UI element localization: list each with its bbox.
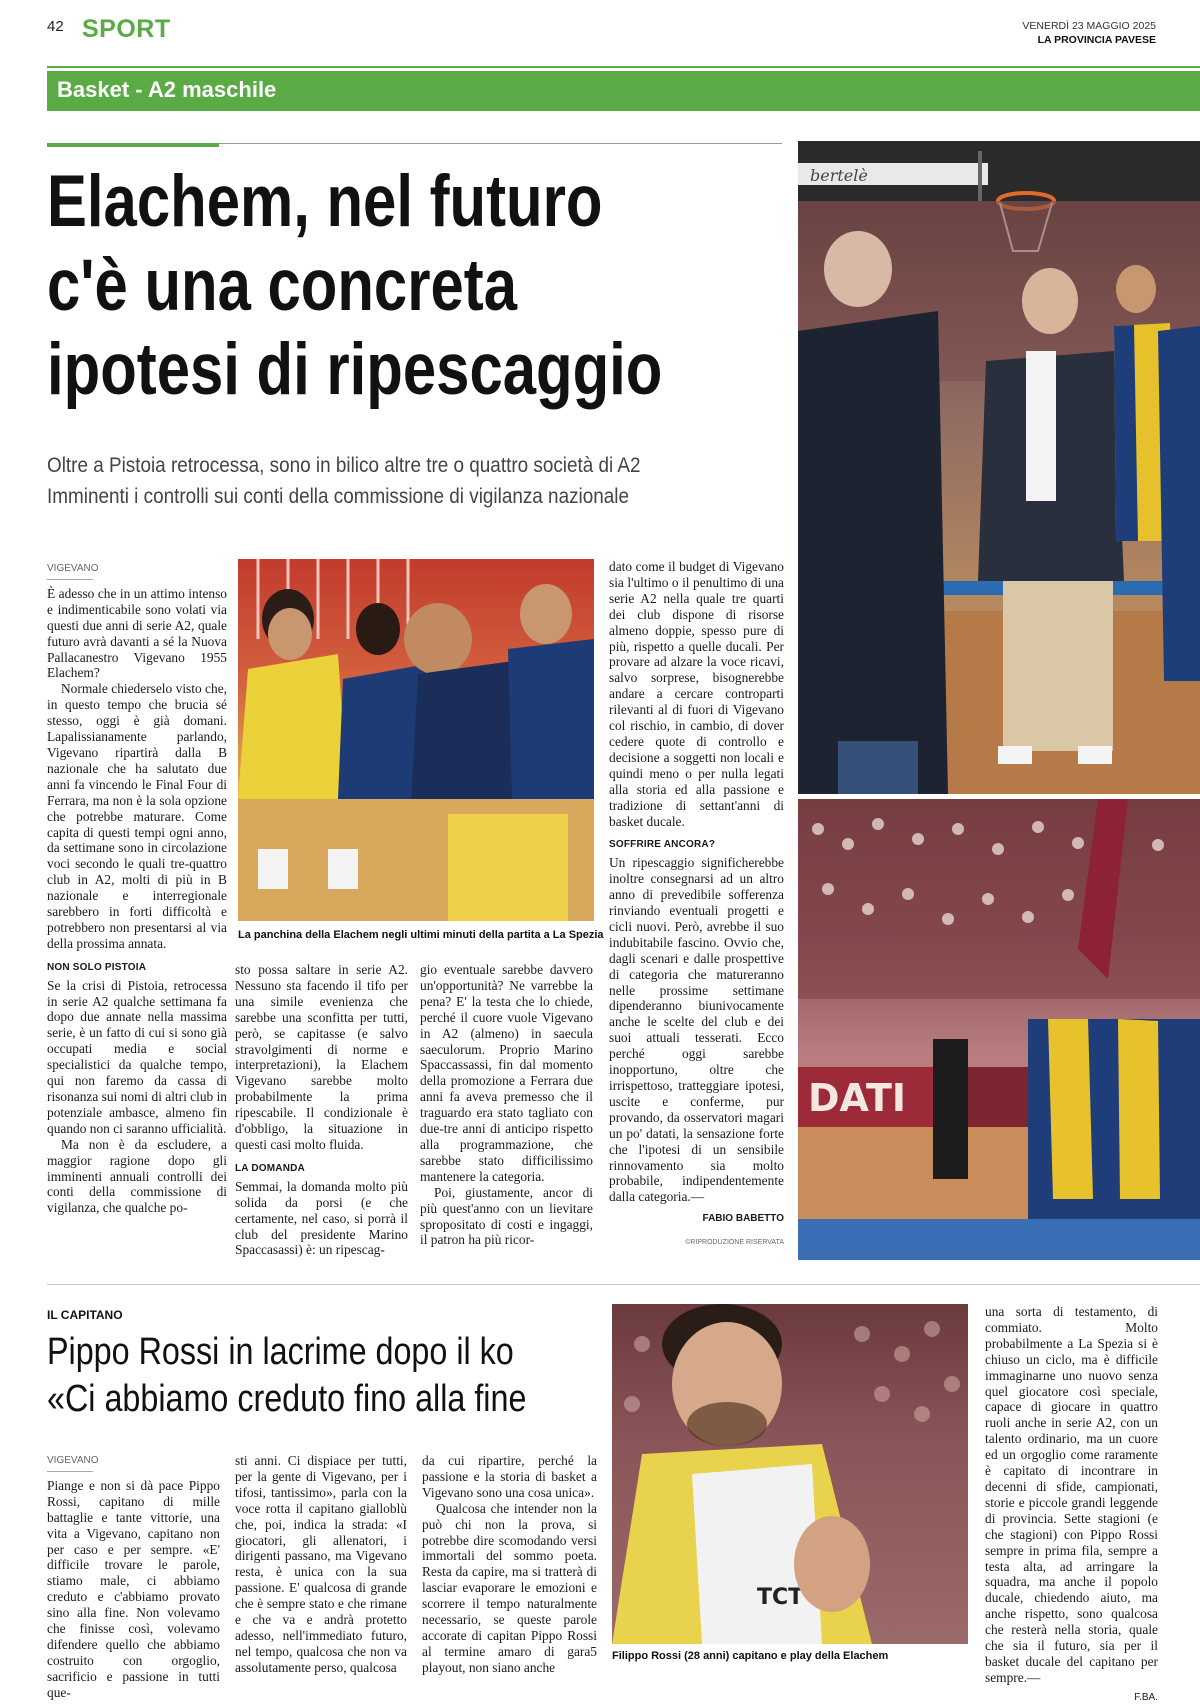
paragraph: Se la crisi di Pistoia, retrocessa in serie A2 qualche settimana fa dopo due annate nella massima serie, è un fatto di cui si sono già occupati media e social specialistici da qualche tempo, qui non faremo da cassa di risonanza sui nomi di altri club in potenziale ambasce, almeno fin quando non ci saranno ufficialità. — [47, 977, 227, 1136]
second-article-column-4 — [985, 1304, 1158, 1706]
subheadline — [47, 450, 713, 512]
paragraph: Normale chiederselo visto che, in questo tempo che brucia sé stesso, oggi è già domani. Lapalissianamente parlando, Vigevano ripartirà dalla B nazionale che ha salutato due anni fa vincendo le Final Four di Ferrara, ma non è la sola opzione che potrebbe maturare. Come capita di questi tempi ogni anno, da settimane sono in circolazione voci secondo le quali tre-quattro club in A2, molti di più in B nazionale e interregionale sarebbero in forti difficoltà e potrebbero non presentarsi al via della prossima annata. — [47, 681, 227, 951]
main-article-column-3 — [420, 962, 593, 1248]
rossi-photo — [612, 1304, 968, 1644]
svg-text:TCT: TCT — [757, 1585, 804, 1610]
paragraph: una sorta di testamento, di commiato. Molto probabilmente a La Spezia si è chiuso un ciclo, ma è difficile immaginarne uno nuovo senza quel giocatore così speciale, capace di giocare in quattro ruoli anche in serie A2, con un talento ordinario, ma un cuore ed un orgoglio come raramente è capitato di incontrare in decenni di sfide, campionati, storie e piccole grandi leggende di provincia. Sette stagioni (e che stagioni) con Pippo Rossi sempre in prima fila, sempre a testa alta, ad arringare la squadra, ma anche il popolo ducale, chiedendo aiuto, ma anche rispetto, sono qualcosa che resterà nella storia, quale che sia il futuro, sia per il basket ducale del capitano per sempre.— — [985, 1304, 1158, 1685]
article-divider — [47, 1284, 1200, 1285]
main-article-column-2 — [235, 962, 408, 1258]
svg-text:DATI: DATI — [808, 1076, 907, 1120]
main-article-column-4 — [609, 559, 784, 1251]
paragraph: gio eventuale sarebbe davvero un'opportunità? Ne varrebbe la pena? E' la testa che lo chiede, perché il cuore vuole Vigevano in A2 (almeno) in saecula saeculorum. Proprio Marino Spaccassassi, fin dal momento della promozione a Ferrara due anni fa aveva premesso che il traguardo era stato tagliato con due-tre anni di anticipo rispetto alla programmazione, che sarebbe stato difficilissimo mantenere la categoria. — [420, 962, 593, 1184]
headline-accent — [47, 143, 219, 147]
paragraph: Piange e non si dà pace Pippo Rossi, capitano di mille battaglie e tante vittorie, una vita a Vigevano, capitano non per caso e per sempre. «E' difficile trovare le parole, stiamo male, ci abbiamo creduto e c'abbiamo provato sino alla fine. Non volevamo che finisse così, volevamo difendere quello che abbiamo costruito con orgoglio, sacrificio e passione in tutti que- — [47, 1477, 220, 1700]
section-label: SPORT — [82, 15, 171, 43]
paragraph: sti anni. Ci dispiace per tutti, per la gente di Vigevano, per i tifosi, tantissimo», parla con la voce rotta il capitano gialloblù che, poi, indica la strada: «I giocatori, gli allenatori, i dirigenti passano, ma Vigevano resta, è unica con la sua passione. E' qualcosa di grande che è sempre stato e che rimane e che va e andrà protetto adesso, nell'immediato futuro, nel tempo, qualcosa che non va assolutamente perso, qualcosa — [235, 1453, 407, 1675]
issue-date: VENERDÌ 23 MAGGIO 2025 — [1022, 20, 1156, 32]
subhead: LA DOMANDA — [235, 1162, 305, 1174]
paragraph: Ma non è da escludere, a maggior ragione dopo gli imminenti annuali controlli dei conti della commissione di vigilanza, che qualche po- — [47, 1136, 227, 1216]
svg-text:bertelè: bertelè — [810, 166, 868, 185]
category-label: Basket - A2 maschile — [57, 77, 277, 102]
rossi-photo-art — [612, 1304, 968, 1644]
crowd-photo-art — [798, 799, 1200, 1260]
coaches-photo — [798, 141, 1200, 794]
subhead: SOFFRIRE ANCORA? — [609, 839, 716, 851]
dateline: VIGEVANO — [47, 561, 93, 580]
second-article-column-2 — [235, 1453, 407, 1676]
page-number: 42 — [47, 18, 64, 35]
headline-line: Pippo Rossi in lacrime dopo il ko — [47, 1331, 514, 1373]
bench-photo-caption: La panchina della Elachem negli ultimi minuti della partita a La Spezia — [238, 929, 604, 941]
paragraph: sto possa saltare in serie A2. Nessuno sta facendo il tifo per una simile evenienza che sarebbe una sconfitta per tutti, però, se capitasse (e salvo stravolgimenti di norme e interpretazioni), la Elachem Vigevano sarebbe molto probabilmente la prima ripescabile. Il condizionale è d'obbligo, la situazione in questi casi molto fluida. — [235, 962, 408, 1152]
paragraph: Semmai, la domanda molto più solida da porsi (e che certamente, nel caso, si porrà il club del presidente Marino Spaccasassi) è: un ripescag- — [235, 1178, 408, 1258]
author: F.BA. — [1134, 1691, 1158, 1703]
header-rule — [47, 66, 1200, 68]
headline-rule — [219, 143, 782, 144]
subheadline-line: Oltre a Pistoia retrocessa, sono in bilico altre tre o quattro società di A2 — [47, 454, 641, 477]
paragraph: da cui ripartire, perché la passione e la storia di basket a Vigevano sono una cosa unica». — [422, 1453, 597, 1500]
author: FABIO BABETTO — [702, 1213, 784, 1225]
subheadline-line: Imminenti i controlli sui conti della commissione di vigilanza nazionale — [47, 485, 629, 508]
newspaper-name: LA PROVINCIA PAVESE — [1037, 34, 1156, 46]
headline-line: «Ci abbiamo creduto fino alla fine — [47, 1378, 527, 1420]
crowd-photo — [798, 799, 1200, 1260]
bench-photo — [238, 559, 594, 921]
paragraph: dato come il budget di Vigevano sia l'ultimo o il penultimo di una serie A2 nella quale tre quarti dei club dispone di risorse almeno doppie, spesso pure di più, rispetto a quelle ducali. Per provare ad alzare la voce ricavi, salvo sorprese, bisognerebbe andare a cercare controparti rilevanti al di fuori di Vigevano col rischio, in cambio, di dover cedere quote di controllo e decisione a soggetti non locali e quindi meno o per nulla legati alla storia ed alla passione e tradizione di settant'anni di basket ducale. — [609, 559, 784, 829]
dateline: VIGEVANO — [47, 1453, 93, 1472]
subhead: NON SOLO PISTOIA — [47, 961, 147, 973]
headline-line: ipotesi di ripescaggio — [47, 329, 663, 410]
kicker: IL CAPITANO — [47, 1308, 123, 1322]
paragraph: Un ripescaggio significherebbe inoltre consegnarsi ad un altro anno di prevedibile sofferenza rinviando eventuali progetti e cicli nuovi. Però, avrebbe il suo indubitabile fascino. Ovvio che, dagli scenari e dalle prospettive di categoria che matureranno nelle prossime settimane dipenderanno biunivocamente anche le scelte del club e dei suoi attuali tesserati. Ecco perché oggi sarebbe inopportuno, oltre che irrispettoso, tratteggiare ipotesi, uscite e conferme, pur provando, da osservatori magari un po' datati, la sensazione forte che l'ipotesi di un sensibile rinnovamento sia molto probabile, indipendentemente dalla categoria.— — [609, 855, 784, 1205]
rossi-photo-caption: Filippo Rossi (28 anni) capitano e play della Elachem — [612, 1650, 889, 1662]
headline-line: c'è una concreta — [47, 245, 518, 326]
rights-notice: ©RIPRODUZIONE RISERVATA — [685, 1239, 784, 1247]
second-headline — [47, 1329, 557, 1423]
bench-photo-art — [238, 559, 594, 921]
second-article-column-1 — [47, 1453, 220, 1701]
paragraph: Poi, giustamente, ancor di più quest'anno con un lievitare spropositato di costi e ingaggi, il patron ha più ricor- — [420, 1184, 593, 1248]
headline-line: Elachem, nel futuro — [47, 161, 603, 242]
second-article-column-3 — [422, 1453, 597, 1676]
paragraph: Qualcosa che intender non la può chi non la prova, si potrebbe dire scomodando versi immortali del sommo poeta. Resta da capire, ma si tratterà di lasciar evaporare le emozioni e scorrere il tempo naturalmente necessario, se queste parole accorate di capitan Pippo Rossi al termine amaro di gara5 playout, non siano anche — [422, 1500, 597, 1675]
paragraph: È adesso che in un attimo intenso e indimenticabile sono volati via questi due anni di serie A2, quale futuro avrà davanti a sé la Nuova Pallacanestro Vigevano 1955 Elachem? — [47, 585, 227, 681]
coaches-photo-art — [798, 141, 1200, 794]
main-headline — [47, 160, 663, 412]
main-article-column-1 — [47, 561, 227, 1216]
